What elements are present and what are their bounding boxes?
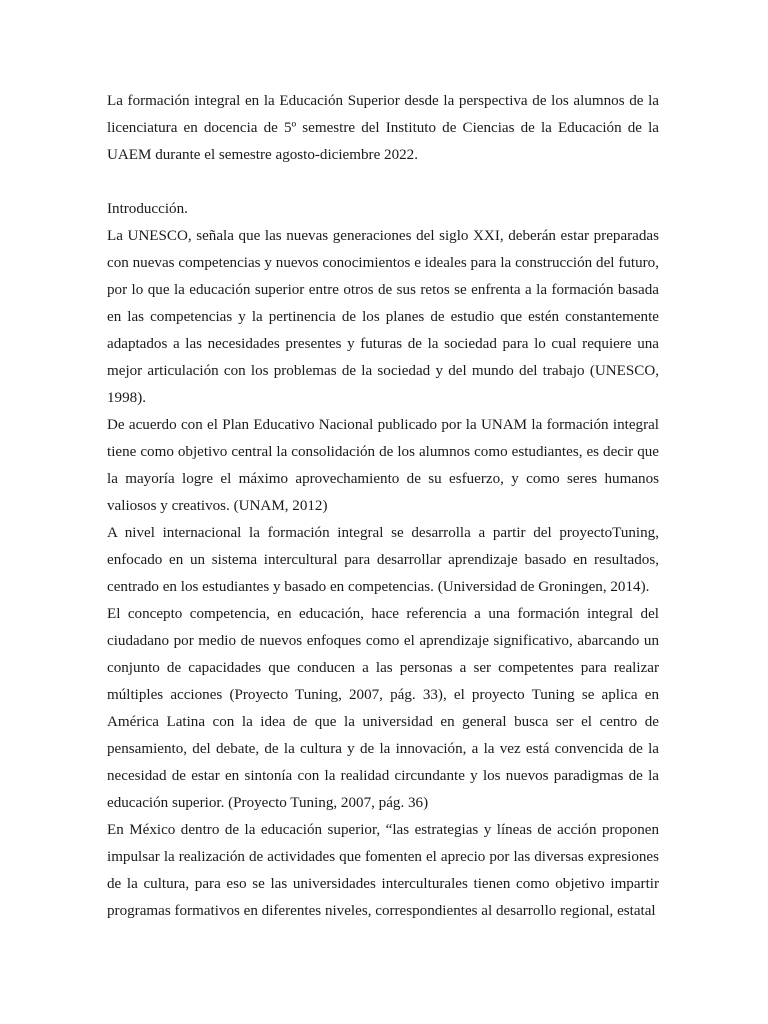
document-title: La formación integral en la Educación Superior desde la perspectiva de los alumnos de la licenciatura en docencia de 5º semestre del Instituto de Ciencias de la Educación de la UAEM durante el semestre agosto-diciembre 2022.	[107, 93, 659, 163]
paragraph-unam: De acuerdo con el Plan Educativo Nacional publicado por la UNAM la formación integral tiene como objetivo central la consolidación de los alumnos como estudiantes, es decir que la mayoría logre el máximo aprovechamiento de su esfuerzo, y como seres humanos valiosos y creativos. (UNAM, 2012)	[107, 417, 659, 514]
paragraph-competencia: El concepto competencia, en educación, hace referencia a una formación integral del ciudadano por medio de nuevos enfoques como el aprendizaje significativo, abarcando un conjunto de capacidades que conducen a las personas a ser competentes para realizar múltiples acciones (Proyecto Tuning, 2007, pág. 33), el proyecto Tuning se aplica en América Latina con la idea de que la universidad en general busca ser el centro de pensamiento, del debate, de la cultura y de la innovación, a la vez está convencida de la necesidad de estar en sintonía con la realidad circundante y los nuevos paradigmas de la educación superior. (Proyecto Tuning, 2007, pág. 36)	[107, 606, 659, 811]
document-body	[107, 88, 659, 925]
paragraph-spacer	[107, 169, 659, 196]
paragraph-mexico: En México dentro de la educación superior, “las estrategias y líneas de acción proponen impulsar la realización de actividades que fomenten el aprecio por las diversas expresiones de la cultura, para eso se las universidades interculturales tienen como objetivo impartir programas formativos en diferentes niveles, correspondientes al desarrollo regional, estatal	[107, 822, 659, 919]
paragraph-tuning-international: A nivel internacional la formación integral se desarrolla a partir del proyectoTuning, enfocado en un sistema intercultural para desarrollar aprendizaje basado en resultados, centrado en los estudiantes y basado en competencias. (Universidad de Groningen, 2014).	[107, 525, 659, 595]
section-heading: Introducción.	[107, 201, 188, 217]
paragraph-unesco: La UNESCO, señala que las nuevas generaciones del siglo XXI, deberán estar preparadas con nuevas competencias y nuevos conocimientos e ideales para la construcción del futuro, por lo que la educación superior entre otros de sus retos se enfrenta a la formación basada en las competencias y la pertinencia de los planes de estudio que estén constantemente adaptados a las necesidades presentes y futuras de la sociedad para lo cual requiere una mejor articulación con los problemas de la sociedad y del mundo del trabajo (UNESCO, 1998).	[107, 228, 659, 406]
